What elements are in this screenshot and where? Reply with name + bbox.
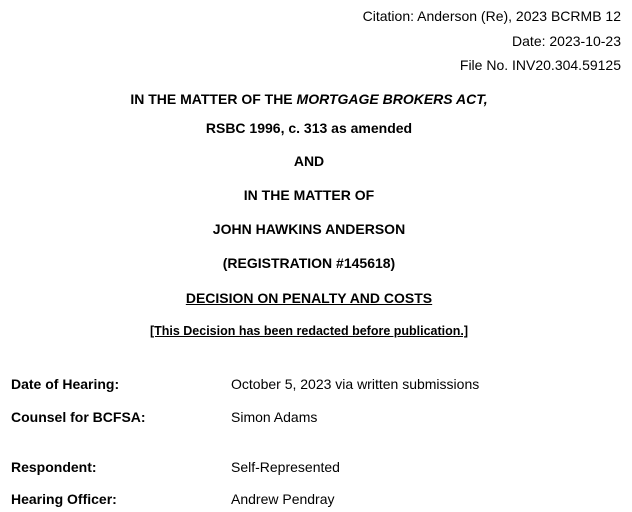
respondent-label: Respondent:: [11, 459, 97, 475]
hearing-officer-value: Andrew Pendray: [231, 491, 335, 507]
hearing-officer-label: Hearing Officer:: [11, 491, 117, 507]
title-line-matter-of: IN THE MATTER OF: [243, 187, 375, 203]
hearing-date-label: Date of Hearing:: [11, 376, 120, 392]
file-number-line: File No. INV20.304.59125: [459, 57, 621, 73]
date-line: Date: 2023-10-23: [512, 33, 621, 49]
respondent-name: JOHN HAWKINS ANDERSON: [212, 221, 406, 237]
act-name-italic: MORTGAGE BROKERS ACT,: [296, 91, 488, 107]
title-line-and: AND: [293, 153, 325, 169]
decision-heading: DECISION ON PENALTY AND COSTS: [185, 290, 433, 306]
title-line-act-prefix: IN THE MATTER OF THE: [130, 91, 297, 107]
hearing-date-value: October 5, 2023 via written submissions: [231, 376, 480, 392]
counsel-label: Counsel for BCFSA:: [11, 409, 146, 425]
citation-line: Citation: Anderson (Re), 2023 BCRMB 12: [362, 8, 621, 24]
title-line-act: [0, 91, 618, 107]
respondent-value: Self-Represented: [231, 459, 340, 475]
redaction-note: [This Decision has been redacted before publication.]: [149, 324, 469, 338]
title-line-statute: RSBC 1996, c. 313 as amended: [205, 120, 413, 136]
counsel-value: Simon Adams: [231, 409, 318, 425]
registration-number: (REGISTRATION #145618): [222, 255, 396, 271]
